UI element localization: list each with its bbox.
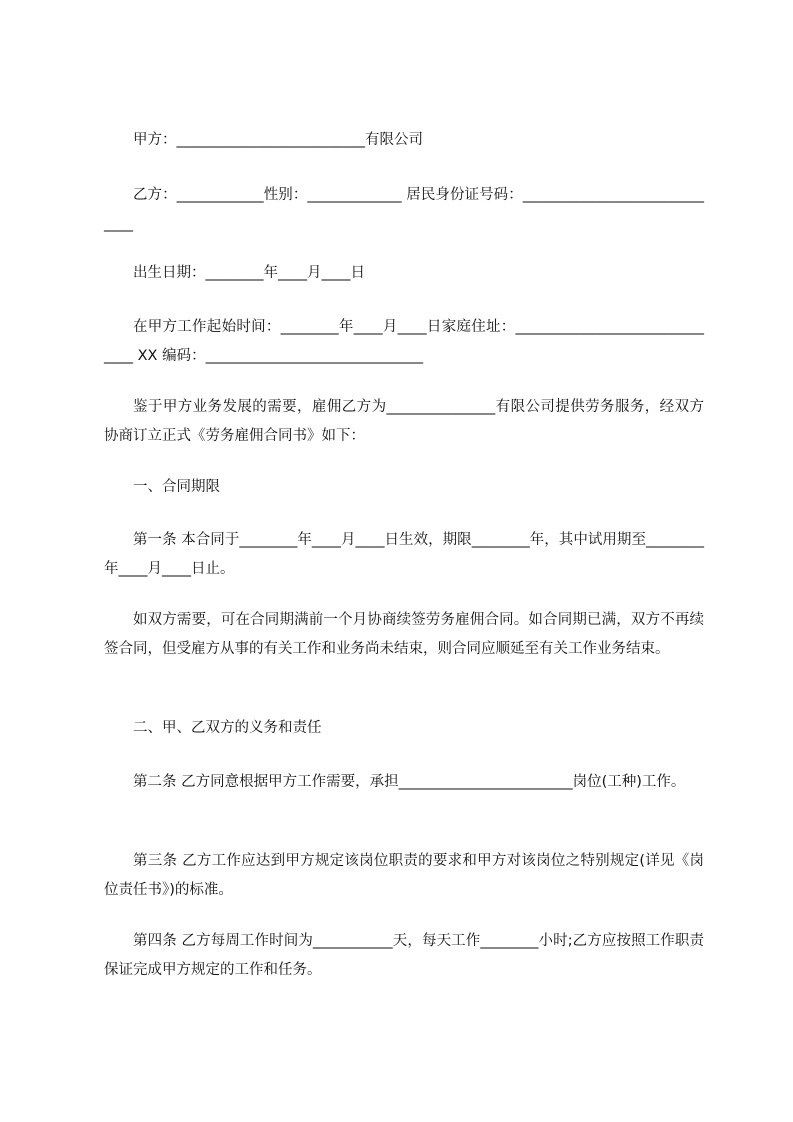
article-3: 第三条 乙方工作应达到甲方规定该岗位职责的要求和甲方对该岗位之特别规定(详见《岗位责任书》)的标准。 xyxy=(104,853,704,898)
section-1-heading: 一、合同期限 xyxy=(133,479,220,495)
work-start-line: 在甲方工作起始时间：________年____月____日家庭住址：______________________________ XX 编码：______________________________ xyxy=(104,319,704,364)
preamble-paragraph: 鉴于甲方业务发展的需要，雇佣乙方为_______________有限公司提供劳务服务，经双方协商订立正式《劳务雇佣合同书》如下： xyxy=(104,399,704,444)
article-2: 第二条 乙方同意根据甲方工作需要，承担________________________岗位(工种)工作。 xyxy=(133,774,686,790)
party-b-line: 乙方：____________性别：_____________ 居民身份证号码：_____________________________ xyxy=(104,187,704,232)
article-1: 第一条 本合同于________年____月____日生效，期限________年，其中试用期至________年____月____日止。 xyxy=(104,532,704,577)
article-4: 第四条 乙方每周工作时间为___________天，每天工作________小时;乙方应按照工作职责保证完成甲方规定的工作和任务。 xyxy=(104,933,704,978)
section-2-heading: 二、甲、乙双方的义务和责任 xyxy=(133,720,322,736)
party-a-line: 甲方：__________________________有限公司 xyxy=(133,132,423,148)
article-1-renewal: 如双方需要，可在合同期满前一个月协商续签劳务雇佣合同。如合同期已满，双方不再续签合同，但受雇方从事的有关工作和业务尚未结束，则合同应顺延至有关工作业务结束。 xyxy=(104,612,704,657)
birth-date-line: 出生日期：________年____月____日 xyxy=(133,265,365,281)
